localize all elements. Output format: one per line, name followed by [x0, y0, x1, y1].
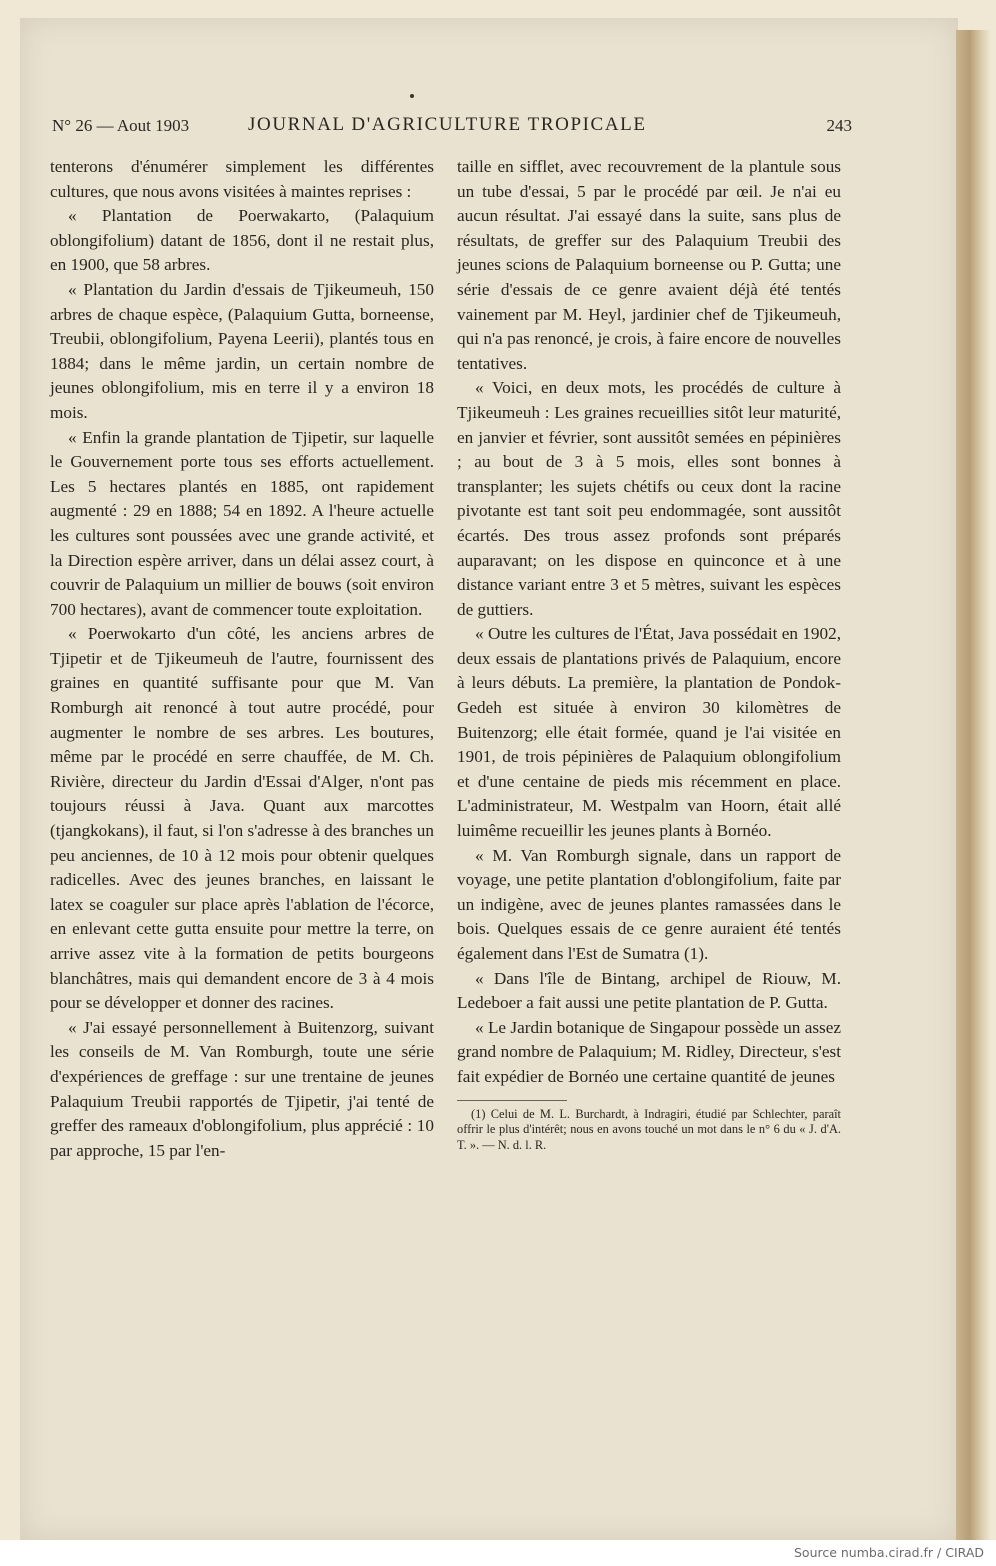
paragraph: taille en sifflet, avec recouvrement de la plantule sous un tube d'essai, 5 par le procédé par œil. Je n'ai eu aucun résultat. J'ai essayé dans la suite, sans plus de résultats, de greffer sur des Palaquium Treubii des jeunes scions de Palaquium borneense ou P. Gutta; une série d'essais de ce genre avaient déjà été tentés vainement par M. Heyl, jardinier chef de Tjikeumeuh, qui n'a pas renoncé, je crois, à faire encore de nouvelles tentatives.	[457, 157, 841, 373]
source-credit: Source numba.cirad.fr / CIRAD	[793, 1545, 984, 1560]
page-edge	[956, 30, 990, 1540]
paragraph: « Poerwokarto d'un côté, les anciens arbres de Tjipetir et de Tjikeumeuh de l'autre, fournissent des graines en quantité suffisante pour que M. Van Romburgh ait renoncé à tout autre procédé, pour augmenter le nombre de ses arbres. Les boutures, même par le procédé en serre chauffée, de M. Ch. Rivière, directeur du Jardin d'Essai d'Alger, n'ont pas toujours réussi à Java. Quant aux marcottes (tjangkokans), il faut, si l'on s'adresse à des branches un peu anciennes, de 10 à 12 mois pour obtenir quelques radicelles. Avec des jeunes branches, en laissant le latex se coaguler sur place après l'ablation de l'écorce, en enlevant cette gutta ensuite pour mettre la terre, on arrive assez vite à la formation de petits bourgeons blanchâtres, mais qui demandent encore de 3 à 4 mois pour se développer et donner des racines.	[50, 624, 434, 1013]
left-column	[50, 155, 434, 1163]
header-ornament-dot	[410, 94, 414, 98]
paragraph: « Dans l'île de Bintang, archipel de Riouw, M. Ledeboer a fait aussi une petite plantation de P. Gutta.	[457, 968, 841, 1013]
footnote: (1) Celui de M. L. Burchardt, à Indragiri, étudié par Schlechter, paraît offrir le plus d'intérêt; nous en avons touché un mot dans le n° 6 du « J. d'A. T. ». — N. d. l. R.	[457, 1106, 841, 1152]
paragraph: « J'ai essayé personnellement à Buitenzorg, suivant les conseils de M. Van Romburgh, toute une série d'expériences de greffage : sur une trentaine de jeunes Palaquium Treubii rapportés de Tjipetir, j'ai tenté de greffer des rameaux d'oblongifolium, plus apprécié : 10 par approche, 15 par l'en-	[50, 1017, 434, 1160]
paragraph: « Le Jardin botanique de Singapour possède un assez grand nombre de Palaquium; M. Ridley, Directeur, s'est fait expédier de Bornéo une certaine quantité de jeunes	[457, 1017, 841, 1086]
page-number: 243	[826, 116, 852, 135]
paragraph: « Enfin la grande plantation de Tjipetir, sur laquelle le Gouvernement porte tous ses efforts actuellement. Les 5 hectares plantés en 1885, ont rapidement augmenté : 29 en 1888; 54 en 1892. A l'heure actuelle les cultures sont poussées avec une grande activité, et la Direction espère arriver, dans un délai assez court, à couvrir de Palaquium un millier de bouws (soit environ 700 hectares), avant de commencer toute exploitation.	[50, 427, 434, 619]
paragraph: « Plantation de Poerwakarto, (Palaquium oblongifolium) datant de 1856, dont il ne restait plus, en 1900, que 58 arbres.	[50, 206, 434, 275]
issue-label: N° 26 — Aout 1903	[52, 116, 190, 135]
footnote-rule	[457, 1100, 567, 1101]
right-column	[457, 155, 841, 1153]
paragraph: « Voici, en deux mots, les procédés de culture à Tjikeumeuh : Les graines recueillies sitôt leur maturité, en janvier et février, sont aussitôt semées en pépinières ; au bout de 3 à 5 mois, elles sont bonnes à transplanter; les sujets chétifs ou ceux dont la racine pivotante est tant soit peu endommagée, sont aussitôt écartés. Des trous assez profonds sont préparés auparavant; on les dispose en quinconce et à une distance variant entre 3 et 5 mètres, suivant les espèces de guttiers.	[457, 378, 841, 619]
journal-title: JOURNAL D'AGRICULTURE TROPICALE	[248, 114, 647, 135]
paragraph: « Outre les cultures de l'État, Java possédait en 1902, deux essais de plantations privés de Palaquium, encore à leurs débuts. La première, la plantation de Pondok-Gedeh est située à environ 30 kilomètres de Buitenzorg; elle était formée, quand je l'ai visitée en 1901, de trois pépinières de Palaquium oblongifolium et d'une centaine de pieds mis récemment en place. L'administrateur, M. Westpalm van Hoorn, était allé luimême recueillir les jeunes plants à Bornéo.	[457, 624, 841, 841]
paragraph: « M. Van Romburgh signale, dans un rapport de voyage, une petite plantation d'oblongifolium, faite par un indigène, avec de jeunes plantes ramassées dans le bois. Quelques essais de ce genre auraient été tentés également dans l'Est de Sumatra (1).	[457, 845, 841, 963]
running-header	[52, 114, 852, 140]
paragraph: tenterons d'énumérer simplement les différentes cultures, que nous avons visitées à maintes reprises :	[50, 157, 434, 201]
paragraph: « Plantation du Jardin d'essais de Tjikeumeuh, 150 arbres de chaque espèce, (Palaquium Gutta, borneense, Treubii, oblongifolium, Payena Leerii), plantés tous en 1884; dans le même jardin, un certain nombre de jeunes oblongifolium, mis en terre il y a environ 18 mois.	[50, 279, 434, 422]
